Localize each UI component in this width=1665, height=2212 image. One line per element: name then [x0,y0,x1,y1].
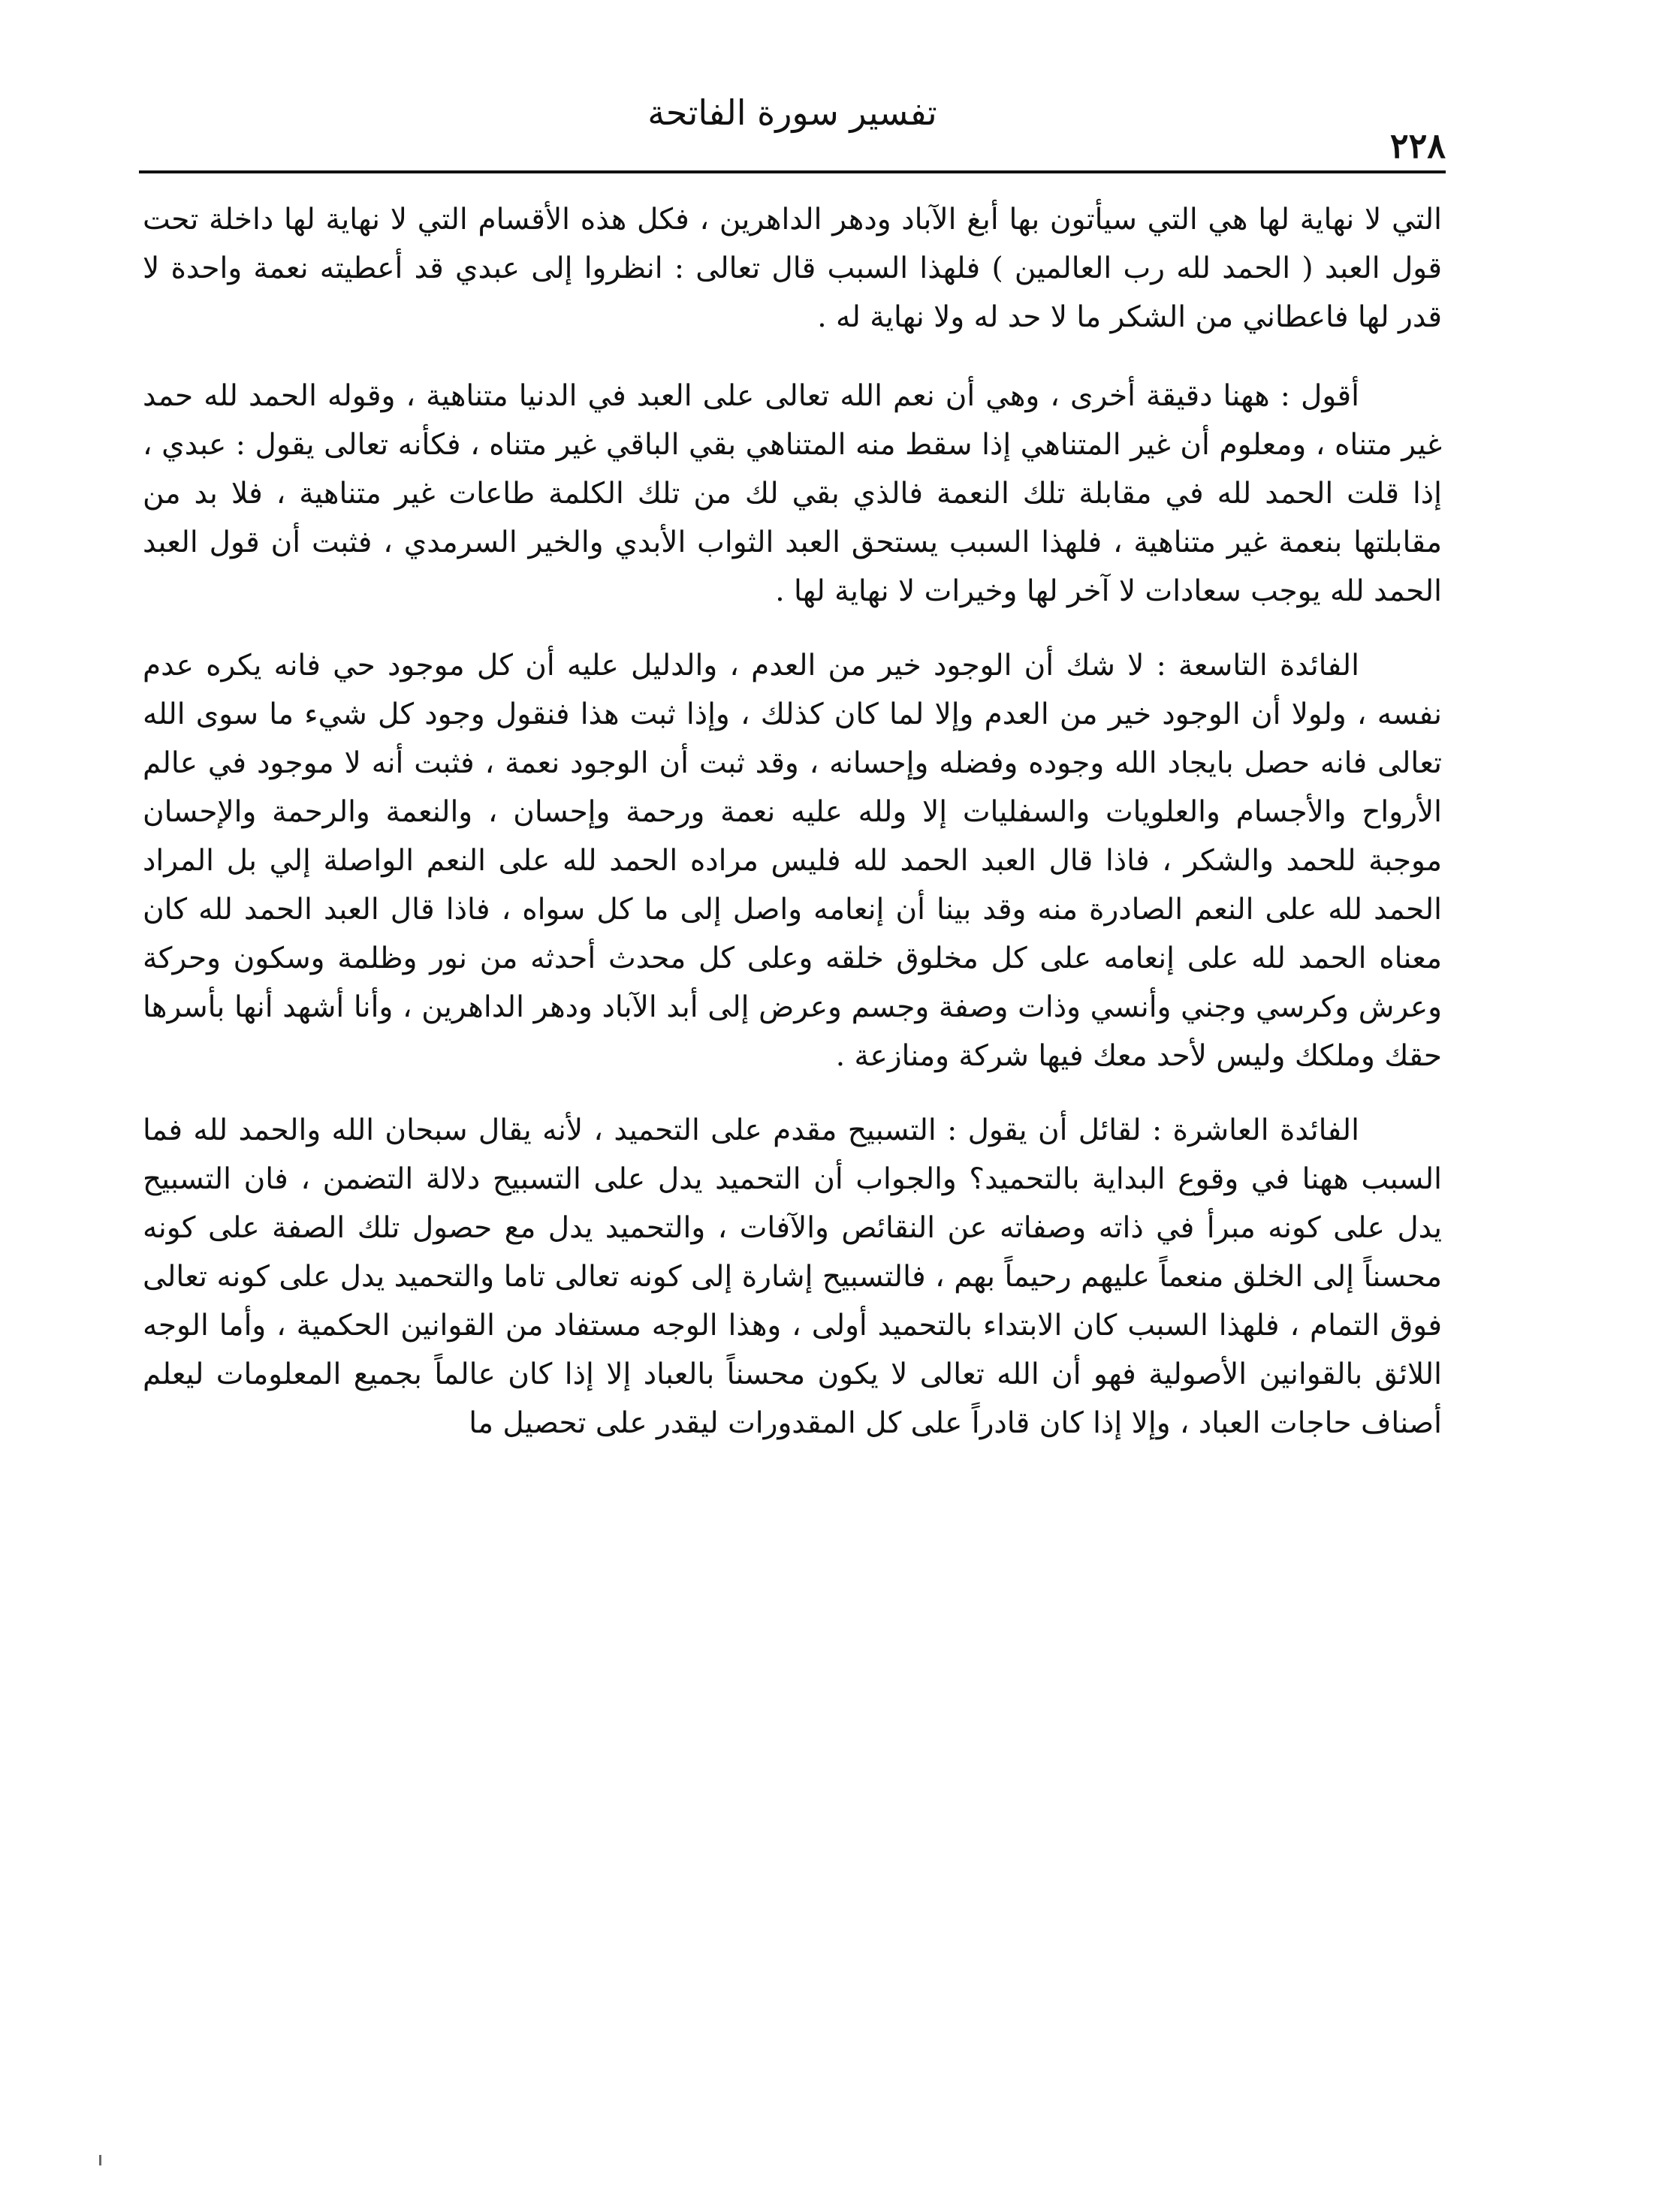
page-header [139,79,1446,176]
paragraph-ninth-benefit: الفائدة التاسعة : لا شك أن الوجود خير من العدم ، والدليل عليه أن كل موجود حي فانه يكره عدم نفسه ، ولولا أن الوجود خير من العدم وإلا لما كان كذلك ، وإذا ثبت هذا فنقول وجود كل شيء ما سوى الله تعالى فانه حصل بايجاد الله وجوده وفضله وإحسانه ، وقد ثبت أن الوجود نعمة ، فثبت أنه لا موجود في عالم الأرواح والأجسام والعلويات والسفليات إلا ولله عليه نعمة ورحمة وإحسان ، والنعمة والرحمة والإحسان موجبة للحمد والشكر ، فاذا قال العبد الحمد لله فليس مراده الحمد لله على النعم الواصلة إلي بل المراد الحمد لله على النعم الصادرة منه وقد بينا أن إنعامه واصل إلى ما كل سواه ، فاذا قال العبد الحمد لله كان معناه الحمد لله على إنعامه على كل مخلوق خلقه وعلى كل محدث أحدثه من نور وظلمة وسكون وحركة وعرش وكرسي وجني وأنسي وذات وصفة وجسم وعرض إلى أبد الآباد ودهر الداهرين ، وأنا أشهد أنها بأسرها حقك وملكك وليس لأحد معك فيها شركة ومنازعة . [143,649,1442,1073]
paragraph-aqul: أقول : ههنا دقيقة أخرى ، وهي أن نعم الله تعالى على العبد في الدنيا متناهية ، وقوله الحمد لله حمد غير متناه ، ومعلوم أن غير المتناهي إذا سقط منه المتناهي بقي الباقي غير متناه ، فكأنه تعالى يقول : عبدي ، إذا قلت الحمد لله في مقابلة تلك النعمة فالذي بقي لك من تلك الكلمة طاعات غير متناهية ، فلا بد من مقابلتها بنعمة غير متناهية ، فلهذا السبب يستحق العبد الثواب الأبدي والخير السرمدي ، فثبت أن قول العبد الحمد لله يوجب سعادات لا آخر لها وخيرات لا نهاية لها . [143,379,1442,608]
running-title: تفسير سورة الفاتحة [647,92,937,133]
paragraph-tenth-benefit: الفائدة العاشرة : لقائل أن يقول : التسبيح مقدم على التحميد ، لأنه يقال سبحان الله والحمد لله فما السبب ههنا في وقوع البداية بالتحميد؟ والجواب أن التحميد يدل على التسبيح دلالة التضمن ، فان التسبيح يدل على كونه مبرأ في ذاته وصفاته عن النقائص والآفات ، والتحميد يدل مع حصول تلك الصفة على كونه محسناً إلى الخلق منعماً عليهم رحيماً بهم ، فالتسبيح إشارة إلى كونه تعالى تاما والتحميد يدل على كونه تعالى فوق التمام ، فلهذا السبب كان الابتداء بالتحميد أولى ، وهذا الوجه مستفاد من القوانين الحكمية ، وأما الوجه اللائق بالقوانين الأصولية فهو أن الله تعالى لا يكون محسناً بالعباد إلا إذا كان عالماً بجميع المعلومات ليعلم أصناف حاجات العباد ، وإلا إذا كان قادراً على كل المقدورات ليقدر على تحصيل ما [143,1114,1443,1440]
scan-edge-mark [99,2155,101,2165]
paragraph-continuation: التي لا نهاية لها هي التي سيأتون بها أبغ الآباد ودهر الداهرين ، فكل هذه الأقسام التي لا نهاية لها داخلة تحت قول العبد ( الحمد لله رب العالمين ) فلهذا السبب قال تعالى : انظروا إلى عبدي قد أعطيته نعمة واحدة لا قدر لها فاعطاني من الشكر ما لا حد له ولا نهاية له . [143,203,1442,334]
page-body [143,195,1442,1473]
header-divider [139,170,1446,173]
page-number: ٢٢٨ [1389,125,1446,166]
